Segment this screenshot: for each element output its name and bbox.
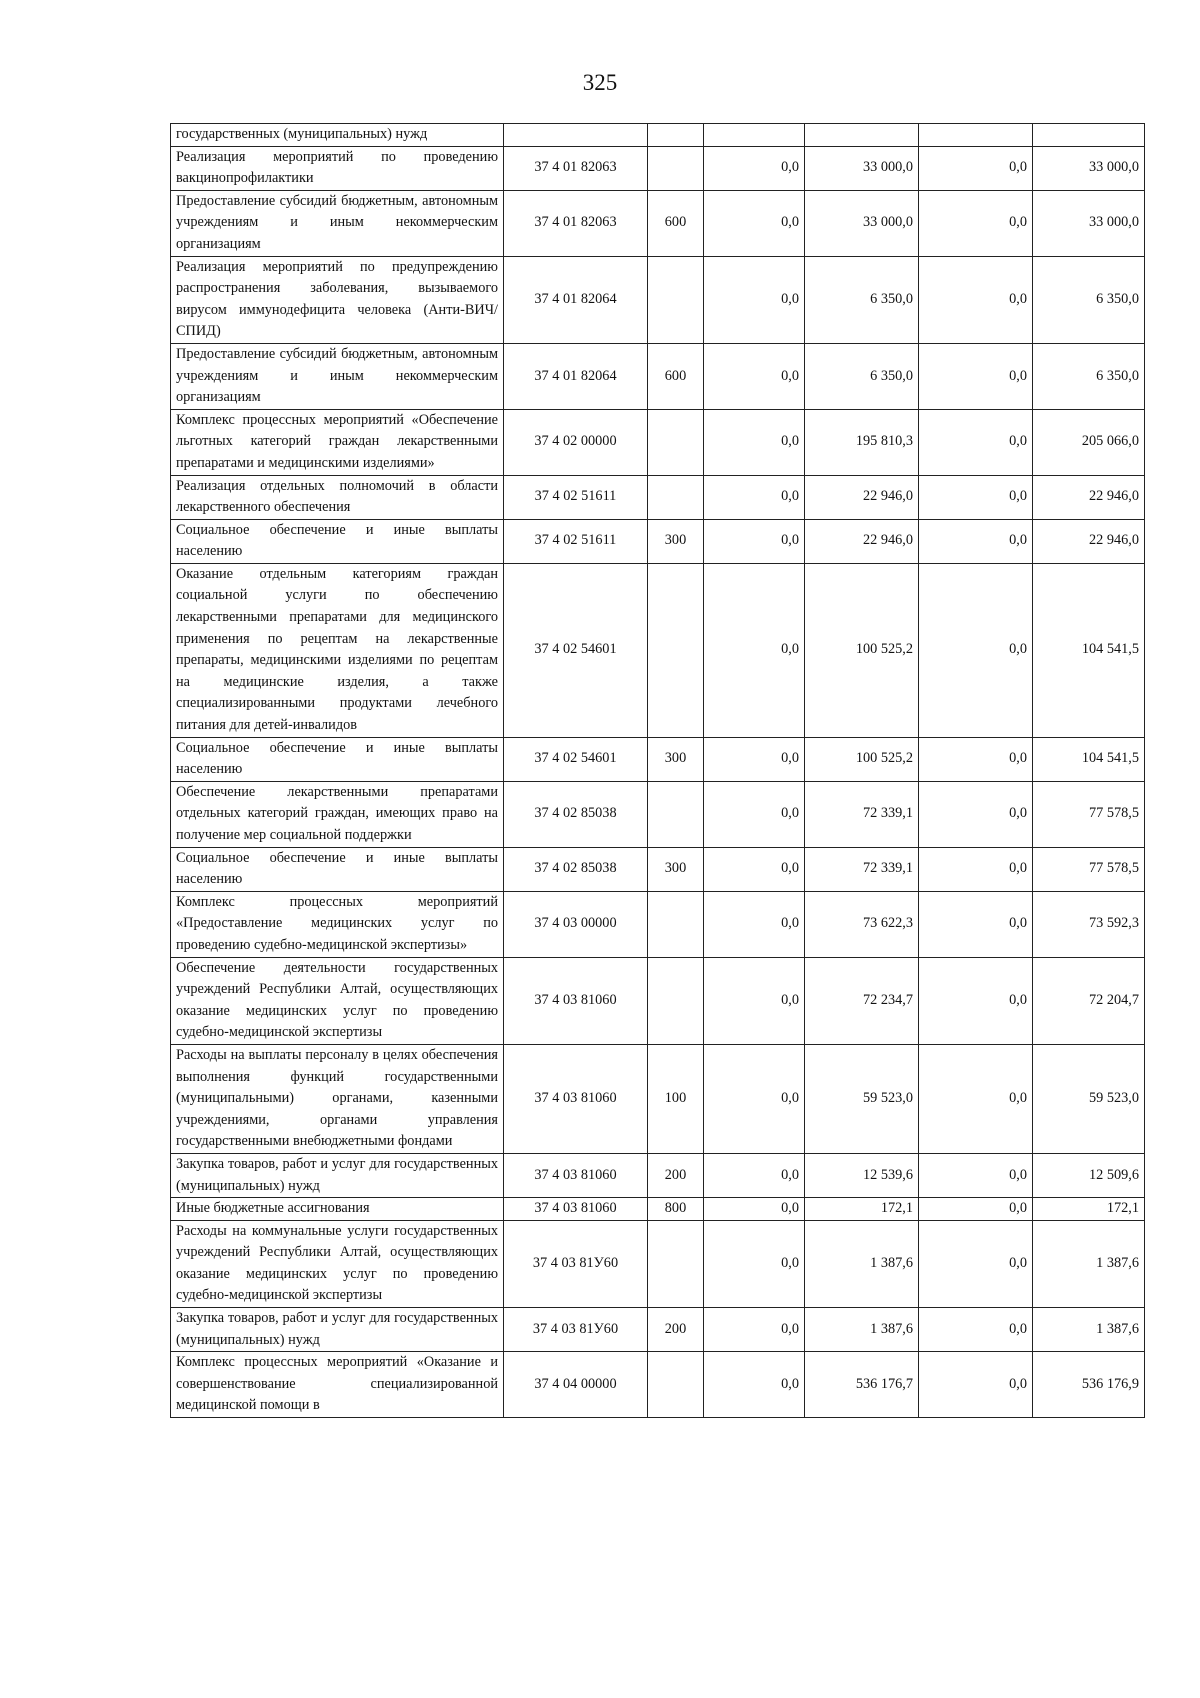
expense-type-code-cell: 600 xyxy=(648,190,704,256)
table-row xyxy=(171,1352,1145,1418)
expense-type-code-cell xyxy=(648,475,704,519)
expense-type-code-cell: 300 xyxy=(648,519,704,563)
amount-cell: 195 810,3 xyxy=(805,409,919,475)
table-row xyxy=(171,847,1145,891)
target-article-code-cell: 37 4 02 54601 xyxy=(504,737,648,781)
expense-type-code-cell xyxy=(648,563,704,737)
table-row xyxy=(171,563,1145,737)
expense-name-cell: Закупка товаров, работ и услуг для государственных (муниципальных) нужд xyxy=(171,1153,504,1197)
expense-name-cell: Расходы на выплаты персоналу в целях обеспечения выполнения функций государственными (муниципальными) органами, казенными учреждениями, органами управления государственными внебюджетными фондами xyxy=(171,1044,504,1153)
amount-cell: 0,0 xyxy=(919,190,1033,256)
expense-name-cell: Социальное обеспечение и иные выплаты населению xyxy=(171,737,504,781)
amount-cell: 22 946,0 xyxy=(1033,475,1145,519)
amount-cell: 72 204,7 xyxy=(1033,957,1145,1044)
amount-cell: 0,0 xyxy=(704,190,805,256)
expense-type-code-cell: 600 xyxy=(648,343,704,409)
amount-cell: 6 350,0 xyxy=(1033,343,1145,409)
amount-cell: 104 541,5 xyxy=(1033,563,1145,737)
table-row xyxy=(171,124,1145,147)
amount-cell: 22 946,0 xyxy=(805,475,919,519)
amount-cell: 0,0 xyxy=(704,409,805,475)
expense-name-cell: Закупка товаров, работ и услуг для государственных (муниципальных) нужд xyxy=(171,1308,504,1352)
amount-cell: 0,0 xyxy=(704,957,805,1044)
amount-cell xyxy=(805,124,919,147)
expense-name-cell: Реализация мероприятий по предупреждению распространения заболевания, вызываемого вирусом иммунодефицита человека (Анти-ВИЧ/СПИД) xyxy=(171,256,504,343)
amount-cell: 0,0 xyxy=(704,343,805,409)
amount-cell: 0,0 xyxy=(704,1352,805,1418)
amount-cell: 6 350,0 xyxy=(805,343,919,409)
expense-name-cell: Комплекс процессных мероприятий «Предоставление медицинских услуг по проведению судебно-медицинской экспертизы» xyxy=(171,891,504,957)
expense-name-cell: Предоставление субсидий бюджетным, автономным учреждениям и иным некоммерческим организациям xyxy=(171,190,504,256)
amount-cell: 73 622,3 xyxy=(805,891,919,957)
amount-cell: 0,0 xyxy=(704,1198,805,1221)
expense-name-cell: Обеспечение лекарственными препаратами отдельных категорий граждан, имеющих право на получение мер социальной поддержки xyxy=(171,781,504,847)
expense-name-cell: Иные бюджетные ассигнования xyxy=(171,1198,504,1221)
amount-cell: 536 176,7 xyxy=(805,1352,919,1418)
amount-cell: 0,0 xyxy=(704,1153,805,1197)
target-article-code-cell: 37 4 02 51611 xyxy=(504,519,648,563)
page-number: 325 xyxy=(582,70,618,95)
expense-type-code-cell xyxy=(648,146,704,190)
expense-type-code-cell: 300 xyxy=(648,847,704,891)
amount-cell: 1 387,6 xyxy=(805,1308,919,1352)
amount-cell: 0,0 xyxy=(704,146,805,190)
table-row xyxy=(171,737,1145,781)
amount-cell: 0,0 xyxy=(919,409,1033,475)
amount-cell: 0,0 xyxy=(919,891,1033,957)
target-article-code-cell: 37 4 01 82064 xyxy=(504,256,648,343)
amount-cell: 0,0 xyxy=(704,1044,805,1153)
amount-cell: 0,0 xyxy=(704,781,805,847)
amount-cell: 1 387,6 xyxy=(1033,1308,1145,1352)
amount-cell: 172,1 xyxy=(1033,1198,1145,1221)
amount-cell: 0,0 xyxy=(919,847,1033,891)
table-row xyxy=(171,146,1145,190)
amount-cell: 59 523,0 xyxy=(1033,1044,1145,1153)
amount-cell: 0,0 xyxy=(919,1352,1033,1418)
budget-table xyxy=(170,123,1145,1418)
expense-name-cell: Реализация мероприятий по проведению вакцинопрофилактики xyxy=(171,146,504,190)
amount-cell: 6 350,0 xyxy=(805,256,919,343)
amount-cell xyxy=(919,124,1033,147)
expense-name-cell: Социальное обеспечение и иные выплаты населению xyxy=(171,847,504,891)
amount-cell: 22 946,0 xyxy=(805,519,919,563)
amount-cell: 0,0 xyxy=(919,957,1033,1044)
amount-cell: 22 946,0 xyxy=(1033,519,1145,563)
expense-name-cell: Обеспечение деятельности государственных учреждений Республики Алтай, осуществляющих оказание медицинских услуг по проведению судебно-медицинской экспертизы xyxy=(171,957,504,1044)
amount-cell: 0,0 xyxy=(704,1308,805,1352)
expense-name-cell: Социальное обеспечение и иные выплаты населению xyxy=(171,519,504,563)
expense-type-code-cell: 300 xyxy=(648,737,704,781)
expense-name-cell: Оказание отдельным категориям граждан социальной услуги по обеспечению лекарственными препаратами для медицинского применения по рецептам на лекарственные препараты, медицинскими изделиями по рецептам на медицинские изделия, а также специализированными продуктами лечебного питания для детей-инвалидов xyxy=(171,563,504,737)
amount-cell: 0,0 xyxy=(919,737,1033,781)
amount-cell: 0,0 xyxy=(919,1220,1033,1307)
amount-cell: 536 176,9 xyxy=(1033,1352,1145,1418)
amount-cell: 33 000,0 xyxy=(805,146,919,190)
target-article-code-cell: 37 4 03 81060 xyxy=(504,957,648,1044)
target-article-code-cell: 37 4 04 00000 xyxy=(504,1352,648,1418)
expense-type-code-cell xyxy=(648,891,704,957)
target-article-code-cell: 37 4 01 82063 xyxy=(504,190,648,256)
amount-cell: 205 066,0 xyxy=(1033,409,1145,475)
amount-cell: 1 387,6 xyxy=(805,1220,919,1307)
amount-cell: 0,0 xyxy=(919,256,1033,343)
amount-cell xyxy=(1033,124,1145,147)
amount-cell: 0,0 xyxy=(704,847,805,891)
amount-cell: 0,0 xyxy=(919,519,1033,563)
table-body xyxy=(171,124,1145,1418)
target-article-code-cell: 37 4 03 81У60 xyxy=(504,1308,648,1352)
target-article-code-cell: 37 4 02 51611 xyxy=(504,475,648,519)
amount-cell: 33 000,0 xyxy=(1033,190,1145,256)
amount-cell: 0,0 xyxy=(704,737,805,781)
amount-cell: 172,1 xyxy=(805,1198,919,1221)
amount-cell: 1 387,6 xyxy=(1033,1220,1145,1307)
amount-cell: 0,0 xyxy=(919,563,1033,737)
amount-cell: 100 525,2 xyxy=(805,737,919,781)
expense-type-code-cell: 200 xyxy=(648,1308,704,1352)
table-row xyxy=(171,190,1145,256)
table-row xyxy=(171,891,1145,957)
target-article-code-cell: 37 4 03 81060 xyxy=(504,1153,648,1197)
amount-cell: 73 592,3 xyxy=(1033,891,1145,957)
amount-cell: 77 578,5 xyxy=(1033,847,1145,891)
amount-cell: 104 541,5 xyxy=(1033,737,1145,781)
table-row xyxy=(171,1220,1145,1307)
table-row xyxy=(171,1198,1145,1221)
expense-name-cell: Расходы на коммунальные услуги государственных учреждений Республики Алтай, осуществляющих оказание медицинских услуг по проведению судебно-медицинской экспертизы xyxy=(171,1220,504,1307)
expense-type-code-cell xyxy=(648,1220,704,1307)
expense-type-code-cell xyxy=(648,957,704,1044)
expense-type-code-cell xyxy=(648,124,704,147)
expense-name-cell: Реализация отдельных полномочий в области лекарственного обеспечения xyxy=(171,475,504,519)
table-row xyxy=(171,256,1145,343)
amount-cell: 6 350,0 xyxy=(1033,256,1145,343)
amount-cell: 0,0 xyxy=(704,519,805,563)
table-row xyxy=(171,475,1145,519)
expense-type-code-cell xyxy=(648,409,704,475)
amount-cell: 100 525,2 xyxy=(805,563,919,737)
target-article-code-cell: 37 4 02 85038 xyxy=(504,847,648,891)
target-article-code-cell: 37 4 01 82063 xyxy=(504,146,648,190)
amount-cell: 0,0 xyxy=(919,343,1033,409)
amount-cell: 0,0 xyxy=(919,781,1033,847)
target-article-code-cell: 37 4 02 54601 xyxy=(504,563,648,737)
target-article-code-cell: 37 4 03 81У60 xyxy=(504,1220,648,1307)
expense-type-code-cell xyxy=(648,256,704,343)
expense-name-cell: Предоставление субсидий бюджетным, автономным учреждениям и иным некоммерческим организациям xyxy=(171,343,504,409)
table-row xyxy=(171,957,1145,1044)
amount-cell: 0,0 xyxy=(704,891,805,957)
amount-cell: 33 000,0 xyxy=(805,190,919,256)
amount-cell: 59 523,0 xyxy=(805,1044,919,1153)
amount-cell: 0,0 xyxy=(919,1308,1033,1352)
expense-type-code-cell xyxy=(648,781,704,847)
amount-cell: 0,0 xyxy=(919,1044,1033,1153)
expense-name-cell: Комплекс процессных мероприятий «Обеспечение льготных категорий граждан лекарственными препаратами и медицинскими изделиями» xyxy=(171,409,504,475)
expense-name-cell: Комплекс процессных мероприятий «Оказание и совершенствование специализированной медицинской помощи в xyxy=(171,1352,504,1418)
target-article-code-cell: 37 4 03 81060 xyxy=(504,1198,648,1221)
expense-type-code-cell: 100 xyxy=(648,1044,704,1153)
target-article-code-cell: 37 4 03 00000 xyxy=(504,891,648,957)
expense-type-code-cell xyxy=(648,1352,704,1418)
amount-cell: 72 234,7 xyxy=(805,957,919,1044)
target-article-code-cell: 37 4 02 00000 xyxy=(504,409,648,475)
amount-cell: 33 000,0 xyxy=(1033,146,1145,190)
amount-cell: 0,0 xyxy=(704,256,805,343)
amount-cell: 0,0 xyxy=(919,146,1033,190)
table-row xyxy=(171,1153,1145,1197)
amount-cell: 72 339,1 xyxy=(805,781,919,847)
amount-cell: 0,0 xyxy=(919,475,1033,519)
amount-cell: 0,0 xyxy=(919,1198,1033,1221)
amount-cell: 0,0 xyxy=(704,1220,805,1307)
expense-name-cell: государственных (муниципальных) нужд xyxy=(171,124,504,147)
target-article-code-cell xyxy=(504,124,648,147)
amount-cell: 0,0 xyxy=(704,563,805,737)
table-row xyxy=(171,1044,1145,1153)
amount-cell: 0,0 xyxy=(704,475,805,519)
target-article-code-cell: 37 4 03 81060 xyxy=(504,1044,648,1153)
table-row xyxy=(171,409,1145,475)
expense-type-code-cell: 200 xyxy=(648,1153,704,1197)
table-row xyxy=(171,1308,1145,1352)
target-article-code-cell: 37 4 01 82064 xyxy=(504,343,648,409)
amount-cell: 12 509,6 xyxy=(1033,1153,1145,1197)
table-row xyxy=(171,781,1145,847)
expense-type-code-cell: 800 xyxy=(648,1198,704,1221)
amount-cell: 0,0 xyxy=(919,1153,1033,1197)
amount-cell: 77 578,5 xyxy=(1033,781,1145,847)
target-article-code-cell: 37 4 02 85038 xyxy=(504,781,648,847)
amount-cell: 12 539,6 xyxy=(805,1153,919,1197)
table-row xyxy=(171,343,1145,409)
amount-cell: 72 339,1 xyxy=(805,847,919,891)
table-row xyxy=(171,519,1145,563)
amount-cell xyxy=(704,124,805,147)
